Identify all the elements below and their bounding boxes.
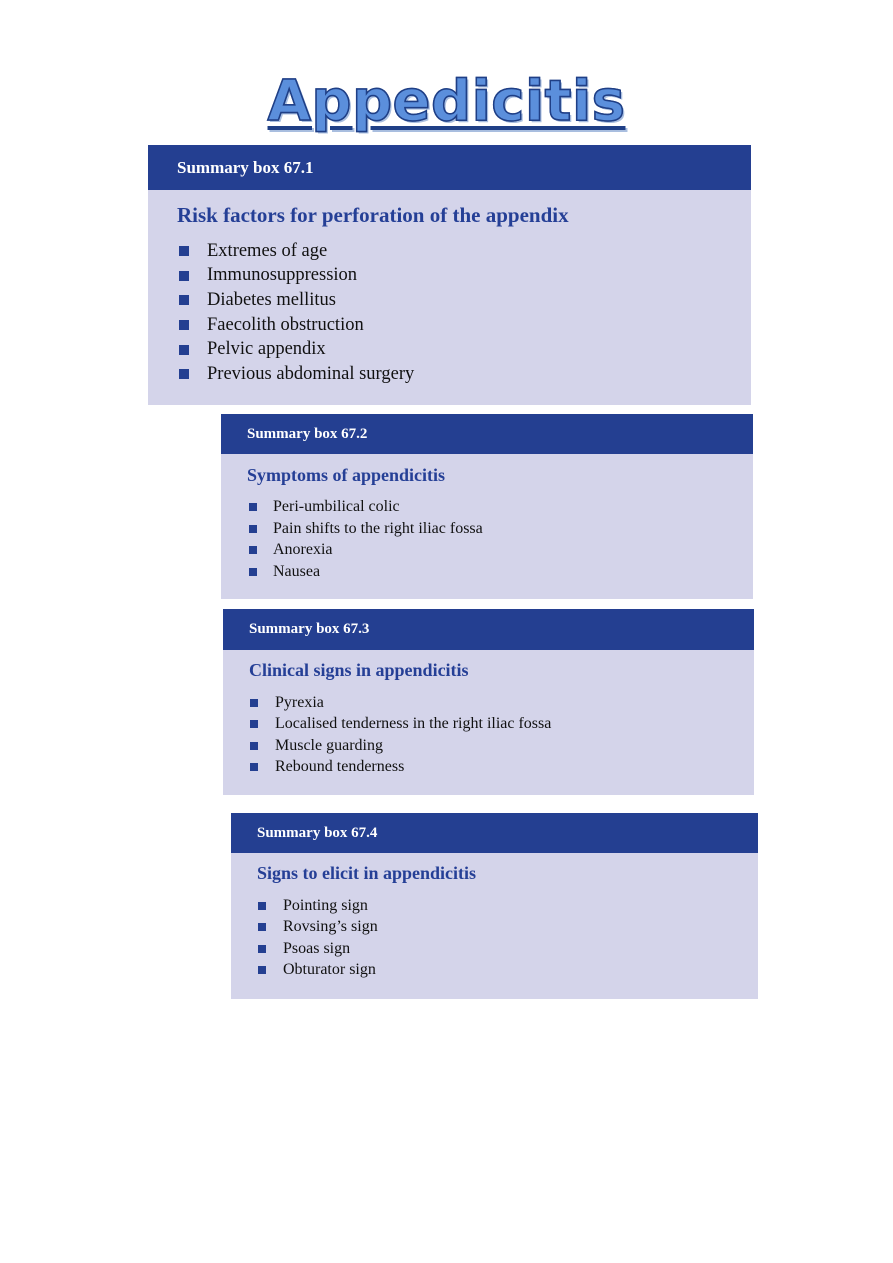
list-item (179, 337, 751, 362)
box-heading: Clinical signs in appendicitis (249, 660, 469, 680)
list-item-text: Obturator sign (283, 961, 376, 979)
list-item (249, 539, 753, 561)
list-item-text: Rovsing’s sign (283, 918, 378, 936)
list-item-text: Pyrexia (275, 693, 324, 711)
bullet-list (250, 692, 754, 778)
summary-box-67-3 (223, 609, 754, 795)
square-bullet-icon (250, 763, 258, 771)
box-header: Summary box 67.4 (231, 813, 758, 853)
list-item-text: Previous abdominal surgery (207, 363, 415, 384)
list-item (179, 313, 751, 338)
list-item (179, 239, 751, 264)
list-item (249, 496, 753, 518)
list-item (258, 938, 758, 960)
square-bullet-icon (249, 525, 257, 533)
square-bullet-icon (179, 295, 189, 305)
list-item-text: Localised tenderness in the right iliac fossa (275, 715, 552, 733)
list-item (250, 692, 754, 714)
square-bullet-icon (249, 568, 257, 576)
list-item (179, 264, 751, 289)
bullet-list (258, 895, 758, 981)
square-bullet-icon (258, 923, 266, 931)
box-header: Summary box 67.1 (148, 145, 751, 190)
list-item (250, 735, 754, 757)
list-item (250, 757, 754, 779)
box-heading: Risk factors for perforation of the appendix (177, 203, 569, 227)
square-bullet-icon (250, 720, 258, 728)
list-item-text: Pelvic appendix (207, 339, 326, 360)
square-bullet-icon (179, 246, 189, 256)
square-bullet-icon (179, 345, 189, 355)
list-item-text: Faecolith obstruction (207, 314, 364, 335)
list-item (249, 518, 753, 540)
summary-box-67-4 (231, 813, 758, 999)
list-item (179, 362, 751, 387)
list-item-text: Psoas sign (283, 939, 351, 957)
square-bullet-icon (258, 945, 266, 953)
list-item-text: Immunosuppression (207, 265, 358, 286)
bullet-list (249, 496, 753, 583)
list-item-text: Peri-umbilical colic (273, 497, 400, 515)
list-item-text: Nausea (273, 562, 321, 580)
list-item (258, 917, 758, 939)
summary-box-67-2 (221, 414, 753, 599)
box-heading: Symptoms of appendicitis (247, 465, 446, 485)
list-item-text: Pointing sign (283, 896, 368, 914)
list-item (249, 561, 753, 583)
box-header: Summary box 67.2 (221, 414, 753, 454)
square-bullet-icon (249, 546, 257, 554)
list-item (258, 895, 758, 917)
list-item (258, 960, 758, 982)
square-bullet-icon (179, 369, 189, 379)
list-item (250, 714, 754, 736)
square-bullet-icon (250, 742, 258, 750)
square-bullet-icon (249, 503, 257, 511)
square-bullet-icon (250, 699, 258, 707)
summary-box-67-1 (148, 145, 751, 405)
list-item-text: Extremes of age (207, 240, 328, 261)
square-bullet-icon (179, 271, 189, 281)
page-title: Appedicitis (267, 69, 626, 134)
square-bullet-icon (258, 902, 266, 910)
square-bullet-icon (179, 320, 189, 330)
bullet-list (179, 239, 751, 387)
list-item-text: Anorexia (273, 541, 333, 559)
list-item-text: Muscle guarding (275, 736, 383, 754)
box-heading: Signs to elicit in appendicitis (257, 863, 477, 883)
list-item (179, 288, 751, 313)
box-header: Summary box 67.3 (223, 609, 754, 650)
list-item-text: Diabetes mellitus (207, 289, 336, 310)
list-item-text: Rebound tenderness (275, 758, 405, 776)
square-bullet-icon (258, 966, 266, 974)
list-item-text: Pain shifts to the right iliac fossa (273, 519, 483, 537)
